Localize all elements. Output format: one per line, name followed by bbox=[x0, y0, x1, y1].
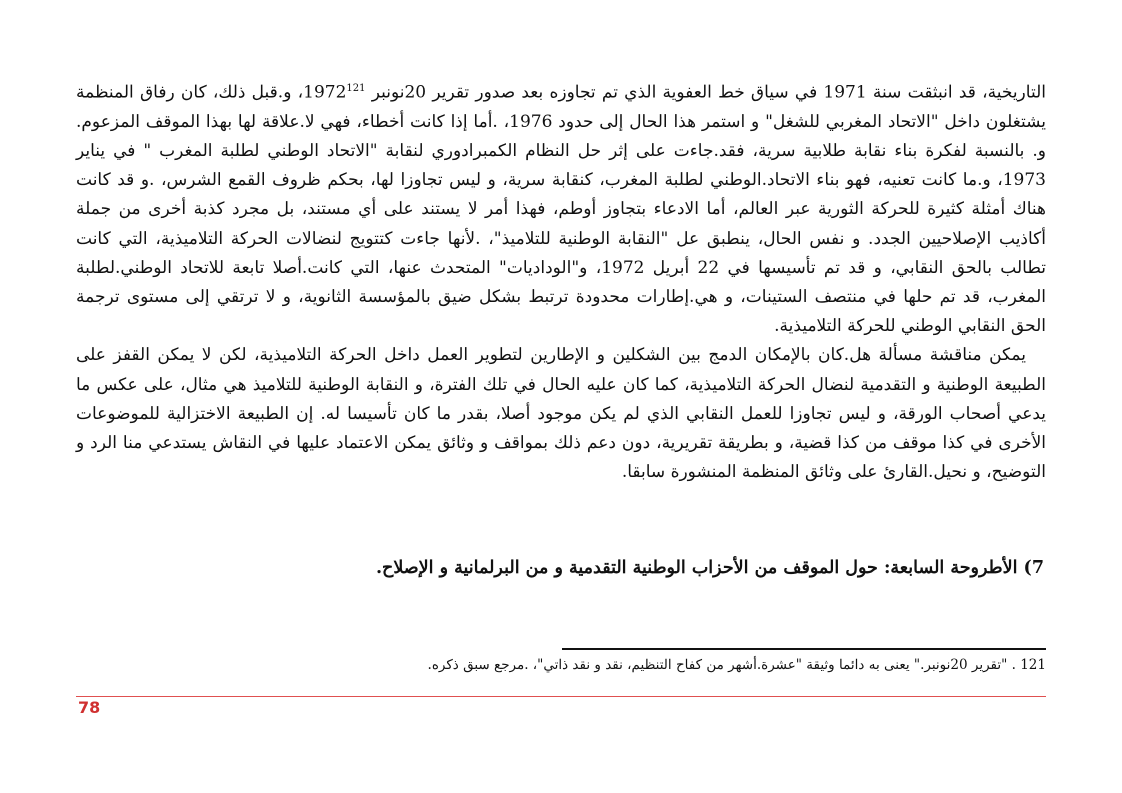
heading-title: حول الموقف من الأحزاب الوطنية التقدمية و من البرلمانية و الإصلاح. bbox=[375, 558, 878, 578]
paragraph-2: يمكن مناقشة مسألة هل.كان بالإمكان الدمج بين الشكلين و الإطارين لتطوير العمل داخل الحركة التلاميذية، لكن لا يمكن القفز على الطبيعة الوطنية و التقدمية لنضال الحركة التلاميذية، كما كان عليه الحال في تلك الفترة، و النقابة الوطنية للتلاميذ هي مثال، على عكس ما يدعي أصحاب الورقة، و ليس تجاوزا للعمل النقابي الذي لم يكن موجود أصلا، بقدر ما كان تأسيسا له. إن الطبيعة الاختزالية للموضوعات الأخرى في كذا موقف من كذا قضية، و بطريقة تقريرية، دون دعم ذلك بمواقف و وثائق يمكن الاعتماد عليها في النقاش يستدعي منا الرد و التوضيح، و نحيل.القارئ على وثائق المنظمة المنشورة سابقا. bbox=[76, 345, 1046, 483]
page-number: 78 bbox=[78, 698, 101, 717]
paragraph-1-start: التاريخية، قد انبثقت سنة 1971 في سياق خط العفوية الذي تم تجاوزه بعد صدور تقرير 20نونبر 1972 bbox=[303, 82, 1046, 103]
section-heading bbox=[144, 553, 1044, 583]
heading-number: 7) bbox=[1023, 558, 1044, 578]
paragraph-1 bbox=[76, 74, 1046, 341]
heading-label: الأطروحة السابعة: bbox=[883, 558, 1018, 578]
body-text bbox=[76, 74, 1046, 488]
page-footer-rule bbox=[76, 696, 1046, 697]
footnote-reference[interactable]: 121 bbox=[346, 83, 366, 94]
paragraph-1-rest: ، و.قبل ذلك، كان رفاق المنظمة يشتغلون داخل "الاتحاد المغربي للشغل" و استمر هذا الحال إلى حدود 1976، .أما إذا كانت أخطاء، فهي لا.علاقة لها بهذا الموقف المزعوم. و. بالنسبة لفكرة بناء نقابة طلابية سرية، فقد.جاءت على إثر حل النظام الكمبرادوري لنقابة "الاتحاد الوطني لطلبة المغرب " في يناير 1973، و.ما كانت تعنيه، فهو بناء الاتحاد.الوطني لطلبة المغرب، كنقابة سرية، و ليس تجاوزا لها، بحكم ظروف القمع الشرس، .و قد كانت هناك أمثلة كثيرة للحركة الثورية عبر العالم، أما الادعاء بتجاوز أوطم، فهذا أمر لا يستند على أي مستند، بل مجرد كذبة أخرى من جملة أكاذيب الإصلاحيين الجدد. و نفس الحال، ينطبق عل "النقابة الوطنية للتلاميذ"، .لأنها جاءت كتتويج لنضالات الحركة التلاميذية، التي كانت تطالب بالحق النقابي، و قد تم تأسيسها في 22 أبريل 1972، و"الوداديات" المتحدث عنها، التي كانت.أصلا تابعة للاتحاد الوطني.لطلبة المغرب، قد تم حلها في منتصف الستينات، و هي.إطارات محدودة ترتبط بشكل ضيق بالمؤسسة الثانوية، و لا ترتقي إلى مستوى ترجمة الحق النقابي الوطني للحركة التلاميذية. bbox=[76, 82, 1047, 337]
footnote: 121 . "تقرير 20نونبر." يعنى به دائما وثيقة "عشرة.أشهر من كفاح التنظيم، نقد و نقد ذاتي"، .مرجع سبق ذكره. bbox=[427, 657, 1046, 673]
footnote-separator bbox=[562, 648, 1046, 650]
